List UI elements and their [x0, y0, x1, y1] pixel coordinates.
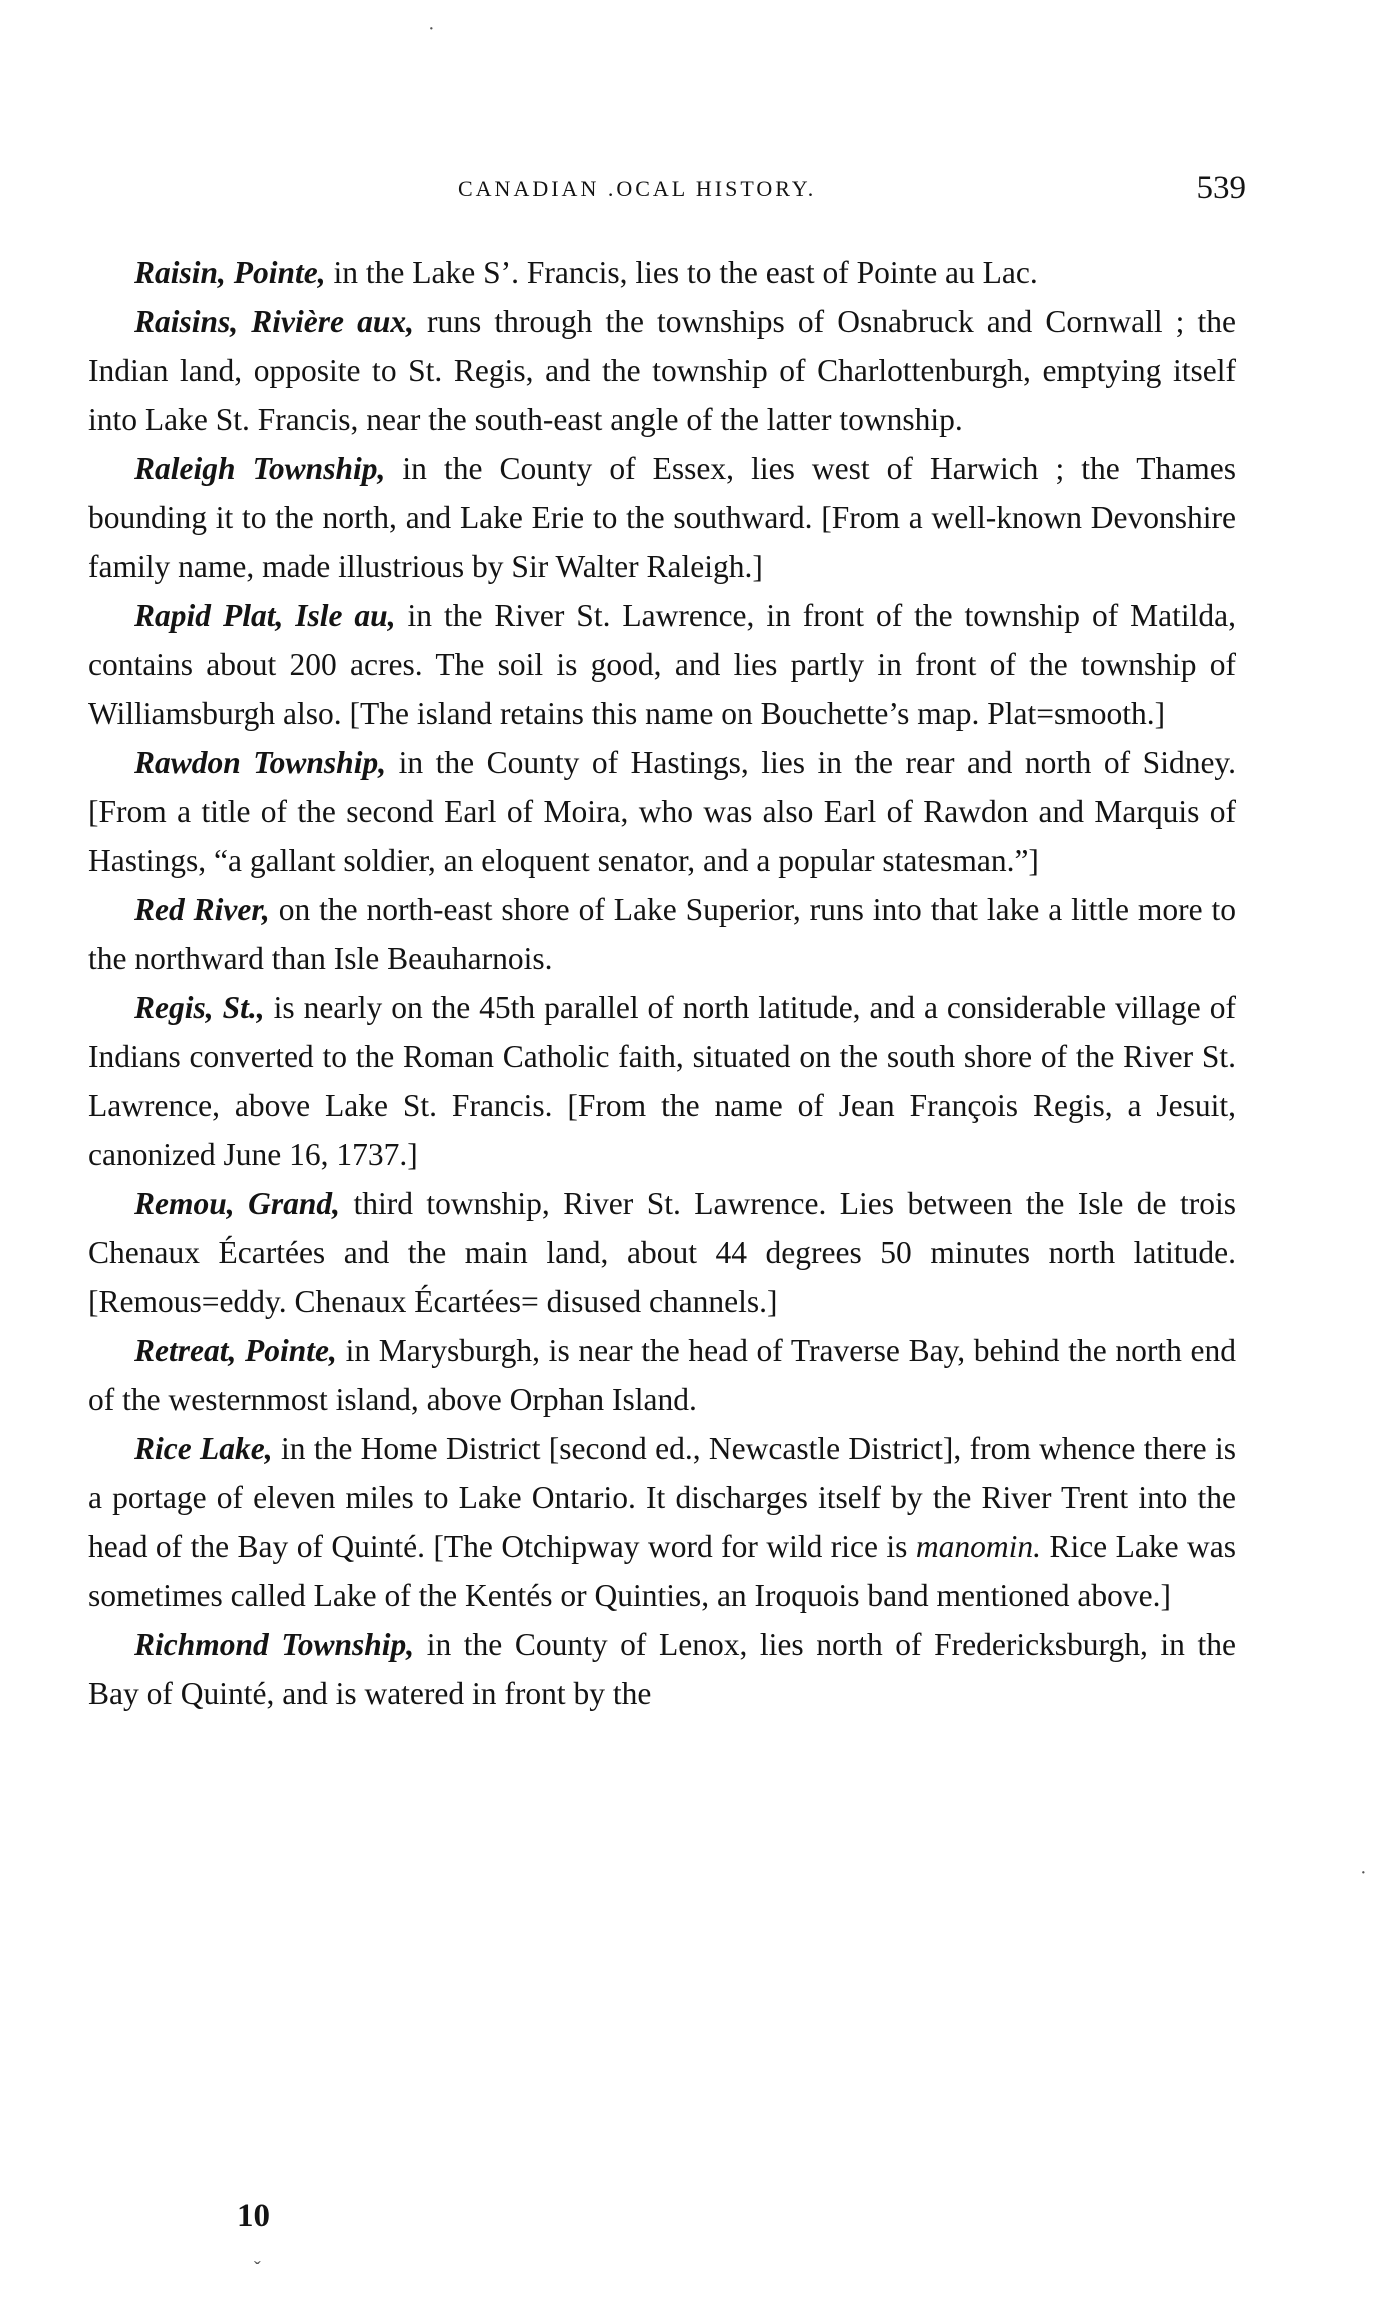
entry-text: on the north-east shore of Lake Superior, runs into that lake a little more to the northward than Isle Beauharnois.	[88, 892, 1236, 976]
entry-term: Rapid Plat, Isle au,	[134, 598, 396, 633]
entry-text: in the County of Hastings, lies in the rear and north of Sidney. [From a title of the second Earl of Moira, who was also Earl of Rawdon and Marquis of Hastings, “a gallant soldier, an eloquent senator, and a popular statesman.”]	[88, 745, 1237, 878]
gazetteer-entries	[88, 248, 1236, 1718]
entry-raleigh-township	[88, 444, 1236, 591]
signature-mark: 10	[237, 2198, 270, 2234]
entry-term: Rice Lake,	[134, 1431, 273, 1466]
entry-rapid-plat	[88, 591, 1236, 738]
entry-term: Remou, Grand,	[134, 1186, 340, 1221]
speck-mark: ·	[1360, 1862, 1367, 1884]
entry-term: Raleigh Township,	[134, 451, 386, 486]
entry-text: in the Lake S’. Francis, lies to the east of Pointe au Lac.	[325, 255, 1038, 290]
entry-term: Raisin, Pointe,	[134, 255, 326, 290]
running-head: CANADIAN .OCAL HISTORY.	[458, 176, 817, 201]
entry-term: Red River,	[134, 892, 270, 927]
entry-rice-lake	[88, 1424, 1236, 1620]
entry-text: in the County of Lenox, lies north of Fredericksburgh, in the Bay of Quinté, and is watered in front by the	[88, 1627, 1236, 1711]
entry-term: Retreat, Pointe,	[134, 1333, 337, 1368]
entry-text: in the River St. Lawrence, in front of the township of Matilda, contains about 200 acres. The soil is good, and lies partly in front of the township of Williamsburgh also. [The island retains this name on Bouchette’s map. Plat=smooth.]	[88, 598, 1237, 731]
entry-remou-grand	[88, 1179, 1236, 1326]
entry-term: Raisins, Rivière aux,	[134, 304, 414, 339]
page-header	[88, 170, 1264, 220]
speck-mark: ·	[428, 18, 435, 40]
entry-term: Regis, St.,	[134, 990, 265, 1025]
entry-regis-st	[88, 983, 1236, 1179]
entry-richmond-township	[88, 1620, 1236, 1718]
entry-text-after: Rice Lake was sometimes called Lake of the Kentés or Quinties, an Iroquois band mentioned above.]	[88, 1529, 1236, 1613]
entry-retreat-pointe	[88, 1326, 1236, 1424]
entry-text: runs through the townships of Osnabruck and Cornwall ; the Indian land, opposite to St. Regis, and the township of Charlottenburgh, emptying itself into Lake St. Francis, near the south-east angle of the latter township.	[88, 304, 1236, 437]
entry-text: third township, River St. Lawrence. Lies between the Isle de trois Chenaux Écartées and the main land, about 44 degrees 50 minutes north latitude. [Remous=eddy. Chenaux Écartées= disused channels.]	[88, 1186, 1236, 1319]
entry-red-river	[88, 885, 1236, 983]
page-number: 539	[1196, 170, 1246, 206]
entry-raisins-riviere	[88, 297, 1236, 444]
entry-italic-word: manomin.	[915, 1529, 1041, 1564]
entry-raisin-pointe	[88, 248, 1236, 297]
entry-text: in Marysburgh, is near the head of Traverse Bay, behind the north end of the westernmost island, above Orphan Island.	[88, 1333, 1236, 1417]
entry-rawdon-township	[88, 738, 1236, 885]
entry-text: in the County of Essex, lies west of Harwich ; the Thames bounding it to the north, and Lake Erie to the southward. [From a well-known Devonshire family name, made illustrious by Sir Walter Raleigh.]	[88, 451, 1236, 584]
speck-mark: ˇ	[254, 2258, 261, 2280]
entry-term: Rawdon Township,	[134, 745, 387, 780]
entry-text: in the Home District [second ed., Newcastle District], from whence there is a portage of eleven miles to Lake Ontario. It discharges itself by the River Trent into the head of the Bay of Quinté. [The Otchipway word for wild rice is	[88, 1431, 1237, 1564]
entry-text: is nearly on the 45th parallel of north latitude, and a considerable village of Indians converted to the Roman Catholic faith, situated on the south shore of the River St. Lawrence, above Lake St. Francis. [From the name of Jean François Regis, a Jesuit, canonized June 16, 1737.]	[88, 990, 1236, 1172]
entry-term: Richmond Township,	[134, 1627, 415, 1662]
